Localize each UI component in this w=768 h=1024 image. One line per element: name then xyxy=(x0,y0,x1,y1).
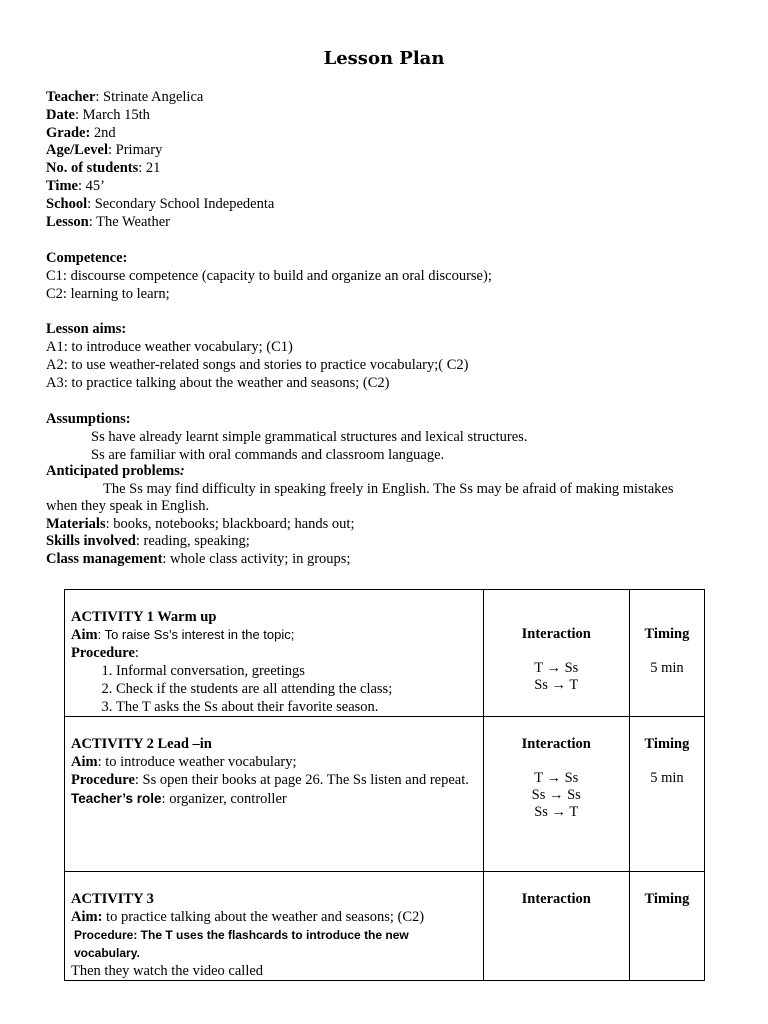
assumptions-section xyxy=(46,410,527,464)
lesson-header-info xyxy=(46,89,274,231)
assumptions-heading: Assumptions: xyxy=(46,411,131,427)
time-line: Time: 45’ xyxy=(46,177,105,194)
lesson-line: Lesson: The Weather xyxy=(46,213,170,230)
aim-item: A1: to introduce weather vocabulary; (C1) xyxy=(46,339,293,355)
activity-title: ACTIVITY 1 Warm up xyxy=(71,609,217,625)
grade-line: Grade: 2nd xyxy=(46,124,116,141)
assumption-item: Ss have already learnt simple grammatical structures and lexical structures. xyxy=(91,429,528,445)
activities-table xyxy=(64,589,705,981)
procedure-step: 3. The T asks the Ss about their favorite season. xyxy=(116,698,477,716)
competence-item: C1: discourse competence (capacity to build and organize an oral discourse); xyxy=(46,268,492,284)
interaction-pattern: T → Ss xyxy=(534,660,579,676)
timing-heading: Timing xyxy=(644,626,690,642)
anticipated-heading: Anticipated problems xyxy=(46,463,180,479)
students-line: No. of students: 21 xyxy=(46,160,161,177)
timing-heading: Timing xyxy=(644,891,690,907)
materials-line: Materials: books, notebooks; blackboard; hands out; xyxy=(46,515,355,532)
timing-heading: Timing xyxy=(644,736,690,752)
teacher-role: Teacher’s role: organizer, controller xyxy=(71,791,287,807)
anticipated-problems-section: Anticipated problems: The Ss may find difficulty in speaking freely in English. The Ss may be afraid of making mistakes when they speak in English. Materials: books, notebooks; blackboard; hands out; Skills involved: reading, speaking; Class management: whole class activity; in groups; xyxy=(46,463,706,569)
procedure-step: 1. Informal conversation, greetings xyxy=(116,662,477,680)
age-level-line: Age/Level: Primary xyxy=(46,142,163,159)
aim-item: A2: to use weather-related songs and stories to practice vocabulary;( C2) xyxy=(46,357,469,373)
activity-procedure: Procedure: Ss open their books at page 26. The Ss listen and repeat. xyxy=(71,772,469,788)
teacher-line: Teacher: Strinate Angelica xyxy=(46,89,204,105)
aims-section xyxy=(46,320,468,392)
activity-aim: Aim: To raise Ss’s interest in the topic; xyxy=(71,627,295,643)
page-title: Lesson Plan xyxy=(323,48,445,69)
interaction-pattern: Ss → T xyxy=(534,677,579,693)
school-line: School: Secondary School Indepedenta xyxy=(46,195,275,212)
competence-item: C2: learning to learn; xyxy=(46,286,170,302)
anticipated-text: The Ss may find difficulty in speaking freely in English. The Ss may be afraid of making mistakes when they speak in English. xyxy=(46,480,674,515)
activity-extra: Then they watch the video called xyxy=(71,963,264,979)
interaction-heading: Interaction xyxy=(521,891,591,907)
date-line: Date: March 15th xyxy=(46,106,150,123)
activity-aim: Aim: to practice talking about the weather and seasons; (C2) xyxy=(71,909,425,925)
interaction-heading: Interaction xyxy=(521,736,591,752)
aim-item: A3: to practice talking about the weather and seasons; (C2) xyxy=(46,375,390,391)
competence-section xyxy=(46,249,492,303)
activity-row xyxy=(65,590,705,717)
activity-row xyxy=(65,872,705,981)
assumption-item: Ss are familiar with oral commands and classroom language. xyxy=(91,447,445,463)
procedure-step: 2. Check if the students are all attending the class; xyxy=(116,680,477,698)
procedure-steps xyxy=(71,662,477,716)
competence-heading: Competence: xyxy=(46,250,128,266)
skills-line: Skills involved: reading, speaking; xyxy=(46,533,250,550)
interaction-pattern: T → Ss xyxy=(534,770,579,786)
activity-aim: Aim: to introduce weather vocabulary; xyxy=(71,754,297,770)
aims-heading: Lesson aims: xyxy=(46,321,127,337)
activity-procedure-label: Procedure: xyxy=(71,645,139,661)
activity-title: ACTIVITY 3 xyxy=(71,891,154,907)
timing-value: 5 min xyxy=(650,770,684,786)
timing-value: 5 min xyxy=(650,660,684,676)
interaction-pattern: Ss → T xyxy=(534,804,579,820)
interaction-heading: Interaction xyxy=(521,626,591,642)
activity-row xyxy=(65,717,705,872)
interaction-pattern: Ss → Ss xyxy=(531,787,581,803)
management-line: Class management: whole class activity; in groups; xyxy=(46,550,351,567)
activity-procedure: Procedure: The T uses the flashcards to introduce the new vocabulary. xyxy=(74,928,409,960)
activity-title: ACTIVITY 2 Lead –in xyxy=(71,736,212,752)
